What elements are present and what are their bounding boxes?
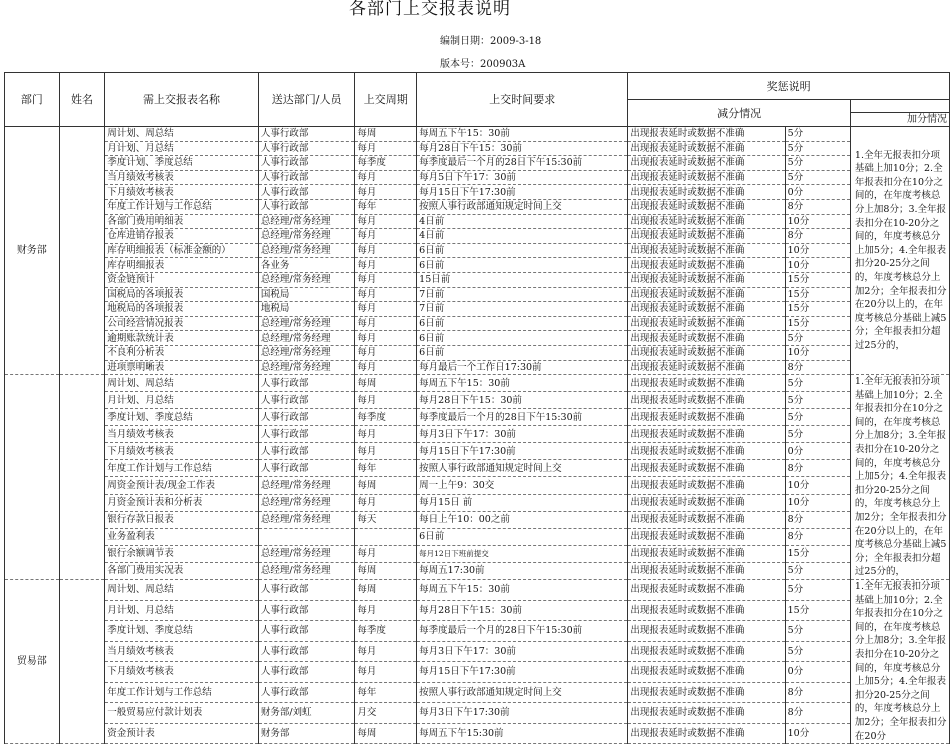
period: 每月 — [355, 331, 417, 346]
deduct-points: 0分 — [785, 185, 850, 200]
deduct-condition: 出现报表延时或数据不准确 — [628, 272, 785, 287]
send-to: 总经理/常务经理 — [258, 345, 355, 360]
time-requirement: 每季度最后一个月的28日下午15:30前 — [417, 409, 628, 426]
report-name: 月计划、月总结 — [105, 392, 259, 409]
time-requirement: 6日前 — [417, 345, 628, 360]
deduct-condition: 出现报表延时或数据不准确 — [628, 562, 785, 579]
period: 每月 — [355, 170, 417, 185]
deduct-points: 15分 — [785, 316, 850, 331]
deduct-points: 15分 — [785, 545, 850, 562]
report-name: 周计划、周总结 — [105, 580, 259, 601]
report-name: 周资金预计表/现金工作表 — [105, 477, 259, 494]
period: 每月 — [355, 185, 417, 200]
send-to: 人事行政部 — [258, 375, 355, 392]
send-to: 人事行政部 — [258, 682, 355, 703]
period: 每天 — [355, 511, 417, 528]
send-to: 人事行政部 — [258, 426, 355, 443]
report-name: 当月绩效考核表 — [105, 641, 259, 662]
send-to: 地税局 — [258, 302, 355, 317]
deduct-condition: 出现报表延时或数据不准确 — [628, 287, 785, 302]
send-to: 人事行政部 — [258, 409, 355, 426]
send-to: 人事行政部 — [258, 392, 355, 409]
deduct-condition: 出现报表延时或数据不准确 — [628, 621, 785, 642]
table-row — [5, 243, 950, 258]
report-name: 库存明细报表 — [105, 258, 259, 273]
period: 每月 — [355, 443, 417, 460]
deduct-points: 5分 — [785, 392, 850, 409]
report-name: 月计划、月总结 — [105, 141, 259, 156]
time-requirement: 4日前 — [417, 214, 628, 229]
table-row — [5, 562, 950, 579]
time-requirement: 每月15日下午17:30前 — [417, 662, 628, 683]
period: 每月 — [355, 426, 417, 443]
header-reward: 奖惩说明 — [628, 73, 950, 100]
deduct-points: 8分 — [785, 229, 850, 244]
period: 每月 — [355, 392, 417, 409]
report-name: 年度工作计划与工作总结 — [105, 199, 259, 214]
deduct-points: 5分 — [785, 409, 850, 426]
report-name: 资金链预计 — [105, 272, 259, 287]
header-to: 送达部门/人员 — [258, 73, 355, 127]
period: 每月 — [355, 662, 417, 683]
period: 每月 — [355, 141, 417, 156]
time-requirement: 每月最后一个工作日17:30前 — [417, 360, 628, 375]
time-requirement: 6日前 — [417, 316, 628, 331]
deduct-condition: 出现报表延时或数据不准确 — [628, 375, 785, 392]
deduct-condition: 出现报表延时或数据不准确 — [628, 199, 785, 214]
report-name: 当月绩效考核表 — [105, 426, 259, 443]
period: 每月 — [355, 258, 417, 273]
time-requirement: 7日前 — [417, 302, 628, 317]
period: 每月 — [355, 243, 417, 258]
send-to: 总经理/常务经理 — [258, 214, 355, 229]
table-row — [5, 170, 950, 185]
time-requirement: 每周五下午15:30前 — [417, 723, 628, 744]
report-name: 地税局的各项报表 — [105, 302, 259, 317]
time-requirement: 每月3日下午17：30前 — [417, 426, 628, 443]
deduct-points: 8分 — [785, 528, 850, 545]
deduct-points: 8分 — [785, 511, 850, 528]
table-row — [5, 185, 950, 200]
time-requirement: 按照人事行政部通知规定时间上交 — [417, 460, 628, 477]
table-row — [5, 258, 950, 273]
deduct-condition: 出现报表延时或数据不准确 — [628, 682, 785, 703]
send-to: 人事行政部 — [258, 621, 355, 642]
table-row — [5, 703, 950, 724]
deduct-condition: 出现报表延时或数据不准确 — [628, 360, 785, 375]
name-cell — [59, 580, 105, 744]
deduct-points: 5分 — [785, 562, 850, 579]
send-to: 总经理/常务经理 — [258, 545, 355, 562]
time-requirement: 每季度最后一个月的28日下午15:30前 — [417, 156, 628, 171]
deduct-condition: 出现报表延时或数据不准确 — [628, 185, 785, 200]
report-name: 各部门费用明细表 — [105, 214, 259, 229]
send-to: 人事行政部 — [258, 170, 355, 185]
time-requirement: 每月3日下午17：30前 — [417, 641, 628, 662]
send-to: 总经理/常务经理 — [258, 494, 355, 511]
name-cell — [59, 375, 105, 580]
time-requirement: 每季度最后一个月的28日下午15:30前 — [417, 621, 628, 642]
send-to: 人事行政部 — [258, 156, 355, 171]
report-name: 下月绩效考核表 — [105, 443, 259, 460]
send-to — [258, 528, 355, 545]
table-row — [5, 409, 950, 426]
period: 每月 — [355, 214, 417, 229]
time-requirement: 每月28日下午15：30前 — [417, 141, 628, 156]
table-row — [5, 723, 950, 744]
deduct-condition: 出现报表延时或数据不准确 — [628, 494, 785, 511]
deduct-condition: 出现报表延时或数据不准确 — [628, 460, 785, 477]
deduct-points: 8分 — [785, 682, 850, 703]
deduct-condition: 出现报表延时或数据不准确 — [628, 426, 785, 443]
time-requirement: 15日前 — [417, 272, 628, 287]
deduct-condition: 出现报表延时或数据不准确 — [628, 511, 785, 528]
table-row — [5, 545, 950, 562]
bonus-note: 1.全年无报表扣分项基础上加10分；2.全年报表扣分在10分之间的，在年度考核总分上加8分；3.全年报表扣分在10-20分之间的，年度考核总分上加5分；4.全年报表扣分20-25分之间的，年度考核总分上加2分；全年报表扣分在20分 — [850, 580, 949, 744]
table-row — [5, 360, 950, 375]
send-to: 财务部 — [258, 723, 355, 744]
header-name: 姓名 — [59, 73, 105, 127]
deduct-condition: 出现报表延时或数据不准确 — [628, 392, 785, 409]
period: 每年 — [355, 460, 417, 477]
dept-cell: 贸易部 — [5, 580, 60, 744]
time-requirement: 6日前 — [417, 243, 628, 258]
report-name: 月计划、月总结 — [105, 600, 259, 621]
header-add: 加分情况 — [850, 113, 949, 127]
name-cell — [59, 127, 105, 375]
time-requirement: 每周五下午15：30前 — [417, 375, 628, 392]
deduct-condition: 出现报表延时或数据不准确 — [628, 141, 785, 156]
deduct-condition: 出现报表延时或数据不准确 — [628, 345, 785, 360]
period: 每周 — [355, 127, 417, 142]
deduct-condition: 出现报表延时或数据不准确 — [628, 409, 785, 426]
send-to: 总经理/常务经理 — [258, 272, 355, 287]
period: 月交 — [355, 703, 417, 724]
period: 每周 — [355, 375, 417, 392]
table-row — [5, 621, 950, 642]
deduct-points: 8分 — [785, 360, 850, 375]
dept-cell — [5, 375, 60, 580]
period: 每月 — [355, 229, 417, 244]
deduct-condition: 出现报表延时或数据不准确 — [628, 600, 785, 621]
time-requirement: 4日前 — [417, 229, 628, 244]
period: 每年 — [355, 682, 417, 703]
deduct-condition: 出现报表延时或数据不准确 — [628, 156, 785, 171]
time-requirement: 每周五下午15：30前 — [417, 580, 628, 601]
period: 每季度 — [355, 156, 417, 171]
deduct-condition: 出现报表延时或数据不准确 — [628, 580, 785, 601]
table-row — [5, 375, 950, 392]
send-to: 人事行政部 — [258, 580, 355, 601]
header-time: 上交时间要求 — [417, 73, 628, 127]
deduct-condition: 出现报表延时或数据不准确 — [628, 545, 785, 562]
report-name: 逾期账款统计表 — [105, 331, 259, 346]
time-requirement: 6日前 — [417, 331, 628, 346]
report-name: 季度计划、季度总结 — [105, 156, 259, 171]
time-requirement: 每月15日下午17:30前 — [417, 443, 628, 460]
table-row — [5, 600, 950, 621]
time-requirement: 7日前 — [417, 287, 628, 302]
report-name: 仓库进销存报表 — [105, 229, 259, 244]
deduct-points: 10分 — [785, 345, 850, 360]
report-name: 各部门费用实况表 — [105, 562, 259, 579]
table-row — [5, 199, 950, 214]
deduct-points: 10分 — [785, 243, 850, 258]
send-to: 总经理/常务经理 — [258, 511, 355, 528]
period: 每月 — [355, 316, 417, 331]
time-requirement: 按照人事行政部通知规定时间上交 — [417, 199, 628, 214]
version-number: 版本号：200903A — [440, 59, 526, 70]
send-to: 人事行政部 — [258, 600, 355, 621]
table-row — [5, 316, 950, 331]
time-requirement: 6日前 — [417, 528, 628, 545]
send-to: 国税局 — [258, 287, 355, 302]
deduct-points: 10分 — [785, 477, 850, 494]
deduct-points: 5分 — [785, 375, 850, 392]
time-requirement: 每月3日下午17:30前 — [417, 703, 628, 724]
table-row — [5, 641, 950, 662]
time-requirement: 每日上午10：00之前 — [417, 511, 628, 528]
send-to: 总经理/常务经理 — [258, 229, 355, 244]
send-to: 人事行政部 — [258, 662, 355, 683]
period: 每月 — [355, 600, 417, 621]
report-name: 下月绩效考核表 — [105, 185, 259, 200]
deduct-condition: 出现报表延时或数据不准确 — [628, 214, 785, 229]
send-to: 人事行政部 — [258, 460, 355, 477]
period: 每月 — [355, 641, 417, 662]
deduct-condition: 出现报表延时或数据不准确 — [628, 127, 785, 142]
time-requirement: 6日前 — [417, 258, 628, 273]
send-to: 人事行政部 — [258, 185, 355, 200]
deduct-condition: 出现报表延时或数据不准确 — [628, 170, 785, 185]
table-row — [5, 214, 950, 229]
send-to: 人事行政部 — [258, 443, 355, 460]
table-row — [5, 426, 950, 443]
bonus-note: 1.全年无报表扣分项基础上加10分；2.全年报表扣分在10分之间的，在年度考核总分上加8分；3.全年报表扣分在10-20分之间的，年度考核总分上加5分；4.全年报表扣分20-25分之间的，年度考核总分上加2分；全年报表扣分在20分以上的，在年度考核总分基础上减5分；全年报表扣分超过25分的， — [850, 375, 949, 580]
report-name: 年度工作计划与工作总结 — [105, 460, 259, 477]
report-name: 当月绩效考核表 — [105, 170, 259, 185]
deduct-condition: 出现报表延时或数据不准确 — [628, 302, 785, 317]
period: 每周 — [355, 562, 417, 579]
time-requirement: 每月28日下午15：30前 — [417, 600, 628, 621]
table-row — [5, 287, 950, 302]
deduct-points: 15分 — [785, 287, 850, 302]
table-row — [5, 302, 950, 317]
report-name: 月资金预计表和分析表 — [105, 494, 259, 511]
time-requirement: 每周五17:30前 — [417, 562, 628, 579]
deduct-condition: 出现报表延时或数据不准确 — [628, 316, 785, 331]
time-requirement: 每周五下午15：30前 — [417, 127, 628, 142]
period: 每周 — [355, 477, 417, 494]
deduct-condition: 出现报表延时或数据不准确 — [628, 641, 785, 662]
report-name: 不良利分析表 — [105, 345, 259, 360]
header-dept: 部门 — [5, 73, 60, 127]
send-to: 财务部/刘虹 — [258, 703, 355, 724]
send-to: 总经理/常务经理 — [258, 562, 355, 579]
period: 每周 — [355, 723, 417, 744]
period — [355, 528, 417, 545]
deduct-points: 5分 — [785, 141, 850, 156]
period: 每月 — [355, 302, 417, 317]
send-to: 各业务 — [258, 258, 355, 273]
table-row — [5, 156, 950, 171]
deduct-points: 5分 — [785, 621, 850, 642]
deduct-points: 10分 — [785, 723, 850, 744]
period: 每月 — [355, 287, 417, 302]
table-row — [5, 229, 950, 244]
report-name: 进项票明晰表 — [105, 360, 259, 375]
table-row — [5, 511, 950, 528]
deduct-points: 5分 — [785, 156, 850, 171]
deduct-points: 10分 — [785, 214, 850, 229]
period: 每月 — [355, 345, 417, 360]
table-row — [5, 460, 950, 477]
report-name: 周计划、周总结 — [105, 375, 259, 392]
period: 每月 — [355, 360, 417, 375]
report-name: 下月绩效考核表 — [105, 662, 259, 683]
deduct-points: 5分 — [785, 331, 850, 346]
send-to: 人事行政部 — [258, 641, 355, 662]
deduct-condition: 出现报表延时或数据不准确 — [628, 528, 785, 545]
send-to: 总经理/常务经理 — [258, 331, 355, 346]
table-row — [5, 392, 950, 409]
header-report: 需上交报表名称 — [105, 73, 259, 127]
send-to: 人事行政部 — [258, 141, 355, 156]
report-name: 资金预计表 — [105, 723, 259, 744]
deduct-points: 5分 — [785, 426, 850, 443]
deduct-points: 8分 — [785, 199, 850, 214]
deduct-points: 10分 — [785, 258, 850, 273]
period: 每季度 — [355, 621, 417, 642]
table-row — [5, 443, 950, 460]
report-name: 公司经营情况报表 — [105, 316, 259, 331]
report-name: 周计划、周总结 — [105, 127, 259, 142]
report-name: 银行余额调节表 — [105, 545, 259, 562]
deduct-condition: 出现报表延时或数据不准确 — [628, 477, 785, 494]
deduct-condition: 出现报表延时或数据不准确 — [628, 229, 785, 244]
send-to: 总经理/常务经理 — [258, 243, 355, 258]
report-name: 季度计划、季度总结 — [105, 621, 259, 642]
deduct-points: 0分 — [785, 662, 850, 683]
report-name: 年度工作计划与工作总结 — [105, 682, 259, 703]
report-name: 银行存款日报表 — [105, 511, 259, 528]
deduct-condition: 出现报表延时或数据不准确 — [628, 662, 785, 683]
period: 每月 — [355, 494, 417, 511]
deduct-condition: 出现报表延时或数据不准确 — [628, 243, 785, 258]
deduct-points: 0分 — [785, 443, 850, 460]
table-row — [5, 477, 950, 494]
deduct-points: 8分 — [785, 703, 850, 724]
dept-cell: 财务部 — [5, 127, 60, 375]
period: 每月 — [355, 272, 417, 287]
deduct-points: 8分 — [785, 460, 850, 477]
time-requirement: 每月12日下班前提交 — [417, 545, 628, 562]
deduct-points: 5分 — [785, 127, 850, 142]
table-row — [5, 127, 950, 142]
deduct-points: 5分 — [785, 580, 850, 601]
period: 每季度 — [355, 409, 417, 426]
table-row — [5, 528, 950, 545]
deduct-condition: 出现报表延时或数据不准确 — [628, 331, 785, 346]
time-requirement: 每月5日下午17：30前 — [417, 170, 628, 185]
table-row — [5, 331, 950, 346]
report-table — [4, 72, 950, 744]
deduct-condition: 出现报表延时或数据不准确 — [628, 703, 785, 724]
deduct-points: 15分 — [785, 302, 850, 317]
deduct-condition: 出现报表延时或数据不准确 — [628, 723, 785, 744]
table-body — [5, 127, 950, 744]
table-row — [5, 141, 950, 156]
report-name: 一般贸易应付款计划表 — [105, 703, 259, 724]
time-requirement: 按照人事行政部通知规定时间上交 — [417, 682, 628, 703]
compile-date: 编制日期：2009-3-18 — [440, 36, 542, 47]
report-name: 业务盈利表 — [105, 528, 259, 545]
header-period: 上交周期 — [355, 73, 417, 127]
header-deduct: 减分情况 — [628, 100, 851, 127]
deduct-points: 15分 — [785, 272, 850, 287]
table-row — [5, 345, 950, 360]
bonus-note: 1.全年无报表扣分项基础上加10分；2.全年报表扣分在10分之间的，在年度考核总分上加8分；3.全年报表扣分在10-20分之间的，年度考核总分上加5分；4.全年报表扣分20-25分之间的，年度考核总分上加2分；全年报表扣分在20分以上的，在年度考核总分基础上减5分；全年报表扣分超过25分的， — [850, 127, 949, 375]
period: 每周 — [355, 580, 417, 601]
report-name: 季度计划、季度总结 — [105, 409, 259, 426]
deduct-condition: 出现报表延时或数据不准确 — [628, 443, 785, 460]
time-requirement: 每月28日下午15：30前 — [417, 392, 628, 409]
report-name: 国税局的各项报表 — [105, 287, 259, 302]
send-to: 人事行政部 — [258, 127, 355, 142]
time-requirement: 每月15日下午17:30前 — [417, 185, 628, 200]
deduct-points: 15分 — [785, 600, 850, 621]
time-requirement: 周一上午9：30交 — [417, 477, 628, 494]
page-title: 各部门上交报表说明 — [349, 0, 511, 19]
send-to: 总经理/常务经理 — [258, 360, 355, 375]
table-row — [5, 580, 950, 601]
table-row — [5, 494, 950, 511]
send-to: 总经理/常务经理 — [258, 477, 355, 494]
table-row — [5, 272, 950, 287]
report-name: 库存明细报表（标准金额的） — [105, 243, 259, 258]
period: 每月 — [355, 545, 417, 562]
deduct-points: 10分 — [785, 494, 850, 511]
time-requirement: 每月15日 前 — [417, 494, 628, 511]
deduct-points: 5分 — [785, 170, 850, 185]
period: 每年 — [355, 199, 417, 214]
table-row — [5, 682, 950, 703]
send-to: 总经理/常务经理 — [258, 316, 355, 331]
deduct-condition: 出现报表延时或数据不准确 — [628, 258, 785, 273]
send-to: 人事行政部 — [258, 199, 355, 214]
deduct-points: 5分 — [785, 641, 850, 662]
